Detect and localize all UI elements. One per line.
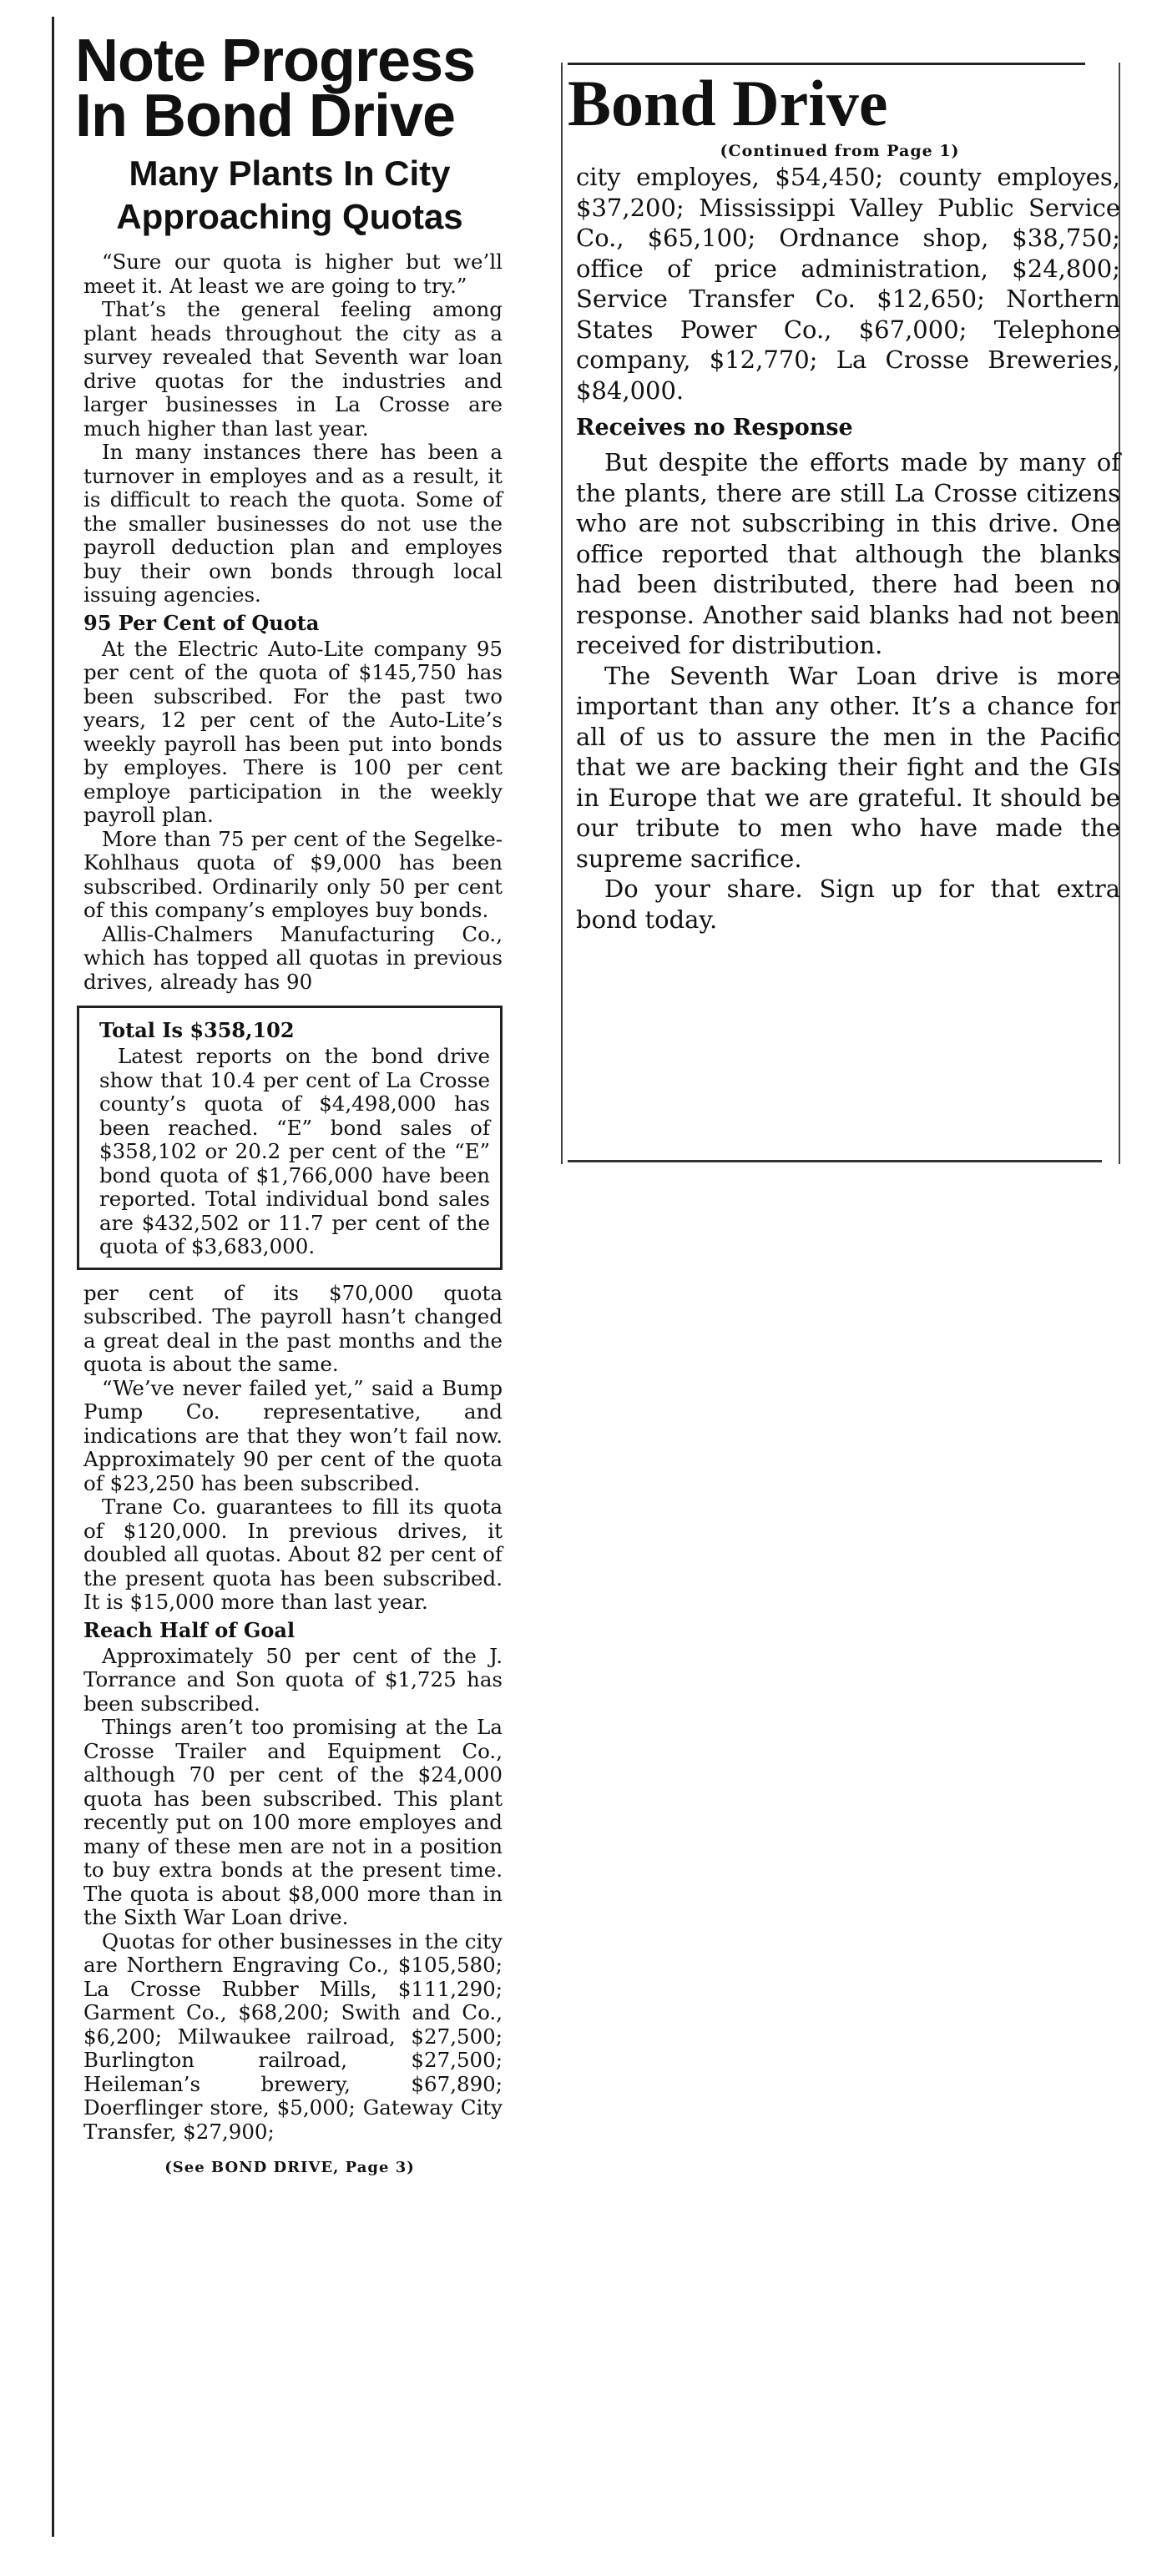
crosshead: 95 Per Cent of Quota	[83, 610, 320, 635]
headline-line-2: In Bond Drive	[75, 83, 456, 149]
subhead-line-1: Many Plants In City	[129, 154, 451, 193]
paragraph: Things aren’t too promising at the La Crosse Trailer and Equipment Co., although 70 per cent of the $24,000 quota has been subscribed. This plant recently put on 100 more employes and many of these men are not in a position to buy extra bonds at the present time. The quota is about $8,000 more than in the Sixth War Loan drive.	[83, 1715, 503, 1929]
paragraph: In many instances there has been a turnover in employes and as a result, it is difficult to reach the quota. Some of the smaller businesses do not use the payroll deduction plan and employes buy their own bonds through local issuing agencies.	[83, 440, 503, 607]
crosshead: Receives no Response	[576, 415, 853, 441]
right-article	[559, 58, 1120, 935]
subhead-line-2: Approaching Quotas	[116, 197, 463, 236]
left-article	[52, 25, 503, 2176]
continued-from-line: (Continued from Page 1)	[720, 142, 960, 160]
paragraph: “We’ve never failed yet,” said a Bump Pump Co. representative, and indications are that they won’t fail now. Approximately 90 per cent of the quota of $23,250 has been subscribed.	[83, 1375, 503, 1495]
paragraph: per cent of its $70,000 quota subscribed. The payroll hasn’t changed a great deal in the past months and the quota is about the same.	[83, 1280, 503, 1376]
paragraph: Trane Co. guarantees to fill its quota of $120,000. In previous drives, it doubled all quotas. About 82 per cent of the present quota has been subscribed. It is $15,000 more than last year.	[83, 1495, 503, 1614]
paragraph: The Seventh War Loan drive is more important than any other. It’s a chance for all of us to assure the men in the Pacific that we are backing their fight and the GIs in Europe that we are grateful. It should be our tribute to men who have made the supreme sacrifice.	[576, 661, 1120, 873]
paragraph: Approximately 50 per cent of the J. Torrance and Son quota of $1,725 has been subscribed.	[83, 1643, 503, 1716]
paragraph: Quotas for other businesses in the city are Northern Engraving Co., $105,580; La Crosse Rubber Mills, $111,290; Garment Co., $68,200; Swith and Co., $6,200; Milwaukee railroad, $27,500; Burlington railroad, $27,500; Heileman’s brewery, $67,890; Doerflinger store, $5,000; Gateway City Transfer, $27,900;	[83, 1928, 503, 2144]
article-subhead	[77, 152, 503, 239]
paragraph: More than 75 per cent of the Segelke-Kohlhaus quota of $9,000 has been subscribed. Ordinarily only 50 per cent of this company’s employes buy bonds.	[83, 826, 503, 922]
headline-line-1: Note Progress	[75, 28, 476, 94]
boxed-summary	[77, 1006, 503, 1270]
paragraph: “Sure our quota is higher but we’ll meet it. At least we are going to try.”	[83, 250, 503, 298]
paragraph: But despite the efforts made by many of the plants, there are still La Crosse citizens who are not subscribing in this drive. One office reported that although the blanks had been distributed, there had been no response. Another said blanks had not been received for distribution.	[576, 448, 1120, 659]
article-headline	[75, 28, 503, 149]
paragraph: At the Electric Auto-Lite company 95 per cent of the quota of $145,750 has been subscribed. For the past two years, 12 per cent of the Auto-Lite’s weekly payroll has been put into bonds by employes. There is 100 per cent employe participation in the weekly payroll plan.	[83, 636, 503, 827]
paragraph: Do your share. Sign up for that extra bond today.	[576, 875, 1120, 934]
box-paragraph: Latest reports on the bond drive show that 10.4 per cent of La Crosse county’s quota of $4,498,000 has been reached. “E” bond sales of $358,102 or 20.2 per cent of the “E” bond quota of $1,766,000 have been reported. Total individual bond sales are $432,502 or 11.7 per cent of the quota of $3,683,000.	[99, 1044, 490, 1258]
paragraph: That’s the general feeling among plant heads throughout the city as a survey revealed that Seventh war loan drive quotas for the industries and larger businesses in La Crosse are much higher than last year.	[83, 297, 503, 441]
paragraph: city employes, $54,450; county employes, $37,200; Mississippi Valley Public Service Co., $65,100; Ordnance shop, $38,750; office of price administration, $24,800; Service Transfer Co. $12,650; Northern States Power Co., $67,000; Telephone company, $12,770; La Crosse Breweries, $84,000.	[576, 163, 1120, 405]
jump-line: (See BOND DRIVE, Page 3)	[164, 2159, 415, 2176]
crosshead: Reach Half of Goal	[83, 1617, 296, 1642]
paragraph: Allis-Chalmers Manufacturing Co., which has topped all quotas in previous drives, already has 90	[83, 921, 503, 994]
box-crosshead: Total Is $358,102	[99, 1018, 295, 1042]
column-rule-bottom	[568, 1160, 1102, 1162]
continuation-headline: Bond Drive	[568, 67, 888, 139]
